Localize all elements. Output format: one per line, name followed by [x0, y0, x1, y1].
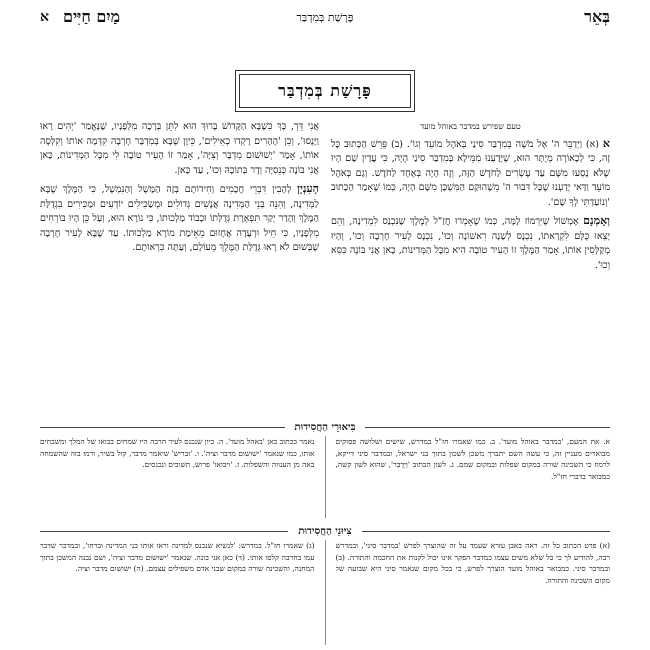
header-left-title: מַיִם חַיִּים: [63, 7, 121, 26]
header-right-title: בְּאֵר: [584, 7, 610, 26]
main-left-column: [40, 120, 319, 270]
para-text: (א) וַיְדַבֵּר ה' אֶל מֹשֶׁה בְּמִדְבַּר סִינַי בְּאֹהֶל מוֹעֵד וְגוֹ'. (ב) פֵּרֵשׁ הַכָּתוּב כָּל זֶה, כִּי לְכָאוֹרָה מְיֻתָּר הוּא, שֶׁיָּדַעְנוּ מִמֵּילָא בְּמִדְבַּר סִינַי הָיָה, כִּי עֲדַיִן שָׁם הָיוּ שֶׁלֹּא נָסְעוּ מִשָּׁם עַד עֶשְׂרִים לַחֹדֶשׁ הַזֶּה, וְזֶה הָיָה בְּאֶחָד לַחֹדֶשׁ. וְגַם בְּאֹהֶל מוֹעֵד וַדַּאי יָדַעְנוּ שֶׁכָּל דִּבּוּר ה' מֵשֶׁהוּקַם הַמִּשְׁכָּן מִשָּׁם הָיָה, כְּמוֹ שֶׁאָמַר הַכָּתוּב 'וְנוֹעַדְתִּי לְךָ שָׁם'.: [331, 138, 610, 208]
section-label: צִיּוּנֵי הַחֲסִידוּת: [298, 525, 352, 537]
running-header: [40, 6, 610, 28]
parsha-banner: [235, 70, 415, 112]
main-paragraph: אֲנִי דֵּרְ, כָּךְ כִּשֶׁבָּא הַקָּדוֹשׁ בָּרוּךְ הוּא לִתֵּן בְּרָכָה מִלְּפָנָיו, שֶׁנֶּאֱמַר 'יְהִים רָאוּ וַיָּנֻסוּ', וְכֵן 'הֶהָרִים רָקְדוּ כְאֵילִים', כֵּיוָן שֶׁבָּא בְּמִדְבַּר חָרְבָה קִדְּמָה אוֹתוֹ וְקִלְּסָה אוֹתוֹ, אָמַר 'יְשׁוּשׁוּם מִדְבָּר וְצִיָּה', אָמַר זוֹ הָעִיר טוֹבָה לִי מִכָּל הַמְּדִינוֹת, כָּאן אֲנִי בּוֹנֶה כְּנֵסִיָּה וְדָר בְּתוֹכָהּ וְכוּ', עַד כָּאן.: [40, 121, 319, 176]
column-divider: [325, 436, 326, 518]
main-right-column: [331, 120, 610, 270]
section-label: בִּיאוּרֵי הַחֲסִידוּת: [294, 421, 356, 433]
para-text: אֶמְשׁוֹל שֶׁיִּרְמוֹז לָמָּה, כְּמוֹ שֶׁאָמְרוּ חֲזַ"ל לְמֶלֶךְ שֶׁנִּכְנַס לִמְדִינָה, וְהֵם יָצְאוּ כֻּלָּם לִקְרָאתוֹ, נִכְנָס לְשָׁנָה רִאשׁוֹנָה וְכוּ', נִכְנָס לָעִיר חָרְבָה וְכוּ', וְהָיוּ מְקַלְּסִין אוֹתוֹ, אָמַר הַמֶּלֶךְ זוֹ הָעִיר טוֹבָה הִיא מִכָּל הַמְּדִינוֹת, כָּאן אֲנִי בּוֹנֶה כִּסֵּא וְכוּ'.: [331, 216, 610, 270]
main-paragraph: [40, 182, 319, 256]
section-header-biurei: [40, 420, 610, 434]
divider-line: [40, 531, 288, 532]
para-lead: הָעִנְיָן: [297, 182, 319, 195]
biurei-notes: [40, 436, 610, 518]
header-center-title: פָּרָשַׁת בְּמִדְבַּר: [296, 10, 354, 24]
main-text: [40, 120, 610, 270]
para-lead: וְאָמְנָם: [583, 214, 610, 227]
para-text: לְהָבִין דִּבְרֵי חֲכָמִים וְחִידוֹתָם בְּזֶה הַמָּשָׁל וְהַנִּמְשָׁל, כִּי הַמֶּלֶךְ שֶׁבָּא לַמְּדִינָה, וְהִנֵּה בְּנֵי הַמְּדִינָה אֲנָשִׁים גְּדוֹלִים וּמְשַׂכִּילִים יוֹדְעִים וּמַכִּירִים בִּגְדֻלַּת הַמֶּלֶךְ וְהָדַר יְקַר תִּפְאֶרֶת גְּדֻלָּתוֹ וּכְבוֹד מַלְכוּתוֹ, כִּי נוֹרָא הוּא, וְעַל כֵּן הָיוּ בּוֹרְחִים מִלְּפָנָיו, כִּי חֵיל וּרְעָדָה אֲחָזוּם מֵאֵימַת מוֹרָא מַלְכוּתוֹ. עַד שֶׁבָּא לָעִיר חָרְבָה שֶׁבְּשׁוּם לֹא רָאוּ גְּדֻלַּת הַמֶּלֶךְ מֵעוֹלָם, וְעַתָּה כִּרְאוֹתָם.: [40, 184, 319, 253]
section-header-tziyunei: [40, 524, 610, 538]
subhead: טעם שפירש במדבר באוהל מועד: [420, 122, 521, 131]
banner-title: פָּרָשַׁת בְּמִדְבַּר: [278, 81, 372, 100]
divider-line: [365, 427, 610, 428]
tziyunei-left-column: (ג) שאמרו חז"ל. במדרש: 'לנשיא שנכנס למדינה וראו אותו בני המדינה וברחו', ובמדבר שדבר עמו בחרבה קלסו אותו. (ד) כאן אני בונה. שנאמר 'ישושום מדבר וציה', ושם נבנה המשכן בתוך המחנה, והשכינה שורה במקום שבני אדם משפילים עצמם. (ה) ישושום מדבר וציה.: [40, 541, 315, 573]
main-paragraph: [331, 137, 610, 211]
para-lead: א: [602, 136, 610, 150]
biurei-left-column: נאמר בכתוב כאן 'באהל מועד'. ה. כיון שנכנס לעיר חרבה היו שמחים בבואו של המלך ומשבחים אותו, כמו שנאמר 'ישושום מדבר וציה'. ו. 'ובריש' שיאמר מדבר, קול בשיר, ורמז בזה שהשמחה באה מן הענווה והשפלות. ז. 'ויבואו' פרוש, תשובים ונכנסים.: [40, 437, 315, 469]
tziyunei-right-column: (א) פרט הכתוב כל זה. ראה באבן עזרא שעמד על זה שהוצרך לפרש 'במדבר סיני', ובמדרש רבה, להודיע לך כי כל שלא משים עצמו כמדבר הפקר אינו יכול לקנות את החכמה והתורה. (ב) ובמדבר סיני. כמבואר באוהל מועד הוצרך לפרש, כי בכל מקום שנאמר סיני היא שבועה של מקום השכינה והתורה.: [335, 541, 610, 585]
main-paragraph: [331, 214, 610, 270]
page-letter: א: [40, 8, 49, 25]
tziyunei-notes: [40, 540, 610, 645]
divider-line: [362, 531, 610, 532]
column-divider: [325, 540, 326, 645]
divider-line: [40, 427, 285, 428]
biurei-right-column: א. את המעם, 'במדבר באוהל מועד'. ב. כמו שאמרו חז"ל במדרש, שישים ושלושה פסוקים מבוארים מעניין זה, כי עשה השם יתברך משכן לשכון בתוך בני ישראל, ובמדבר סיני דייקא, לרמוז כי השכינה שורה במקום שפלות ובמקום שמם. ג. לשון הכתוב 'וַיְדַבֵּר', שהוא לשון קשה, כמבואר בדברי חז"ל.: [335, 437, 610, 481]
